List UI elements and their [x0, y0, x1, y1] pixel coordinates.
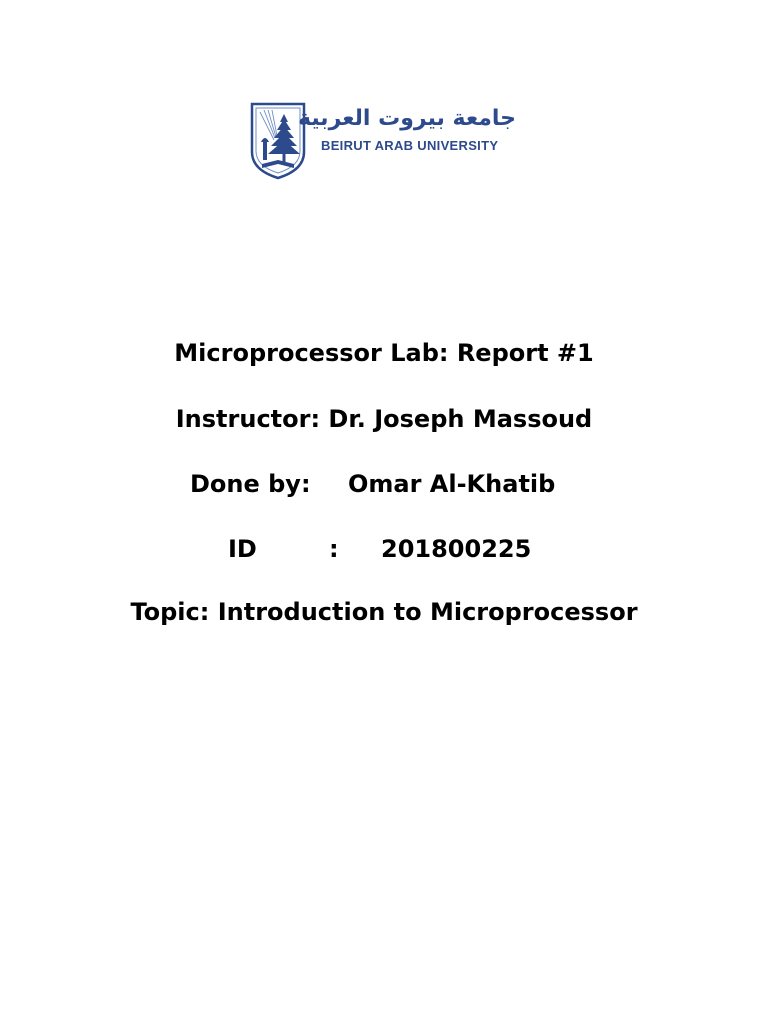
university-logo — [248, 98, 524, 182]
university-name-english: BEIRUT ARAB UNIVERSITY — [321, 138, 499, 153]
id-line — [0, 531, 768, 567]
report-title: Microprocessor Lab: Report #1 — [174, 339, 594, 367]
id-label: ID — [228, 535, 257, 563]
done-by-label: Done by: — [190, 470, 311, 498]
done-by-line — [0, 466, 768, 502]
topic-line: Topic: Introduction to Microprocessor — [130, 598, 638, 626]
done-by-value: Omar Al-Khatib — [348, 470, 556, 498]
instructor-line: Instructor: Dr. Joseph Massoud — [175, 405, 593, 433]
id-value: 201800225 — [381, 535, 532, 563]
university-name-arabic: جامعة بيروت العربية — [297, 106, 516, 131]
id-separator: : — [329, 535, 339, 563]
